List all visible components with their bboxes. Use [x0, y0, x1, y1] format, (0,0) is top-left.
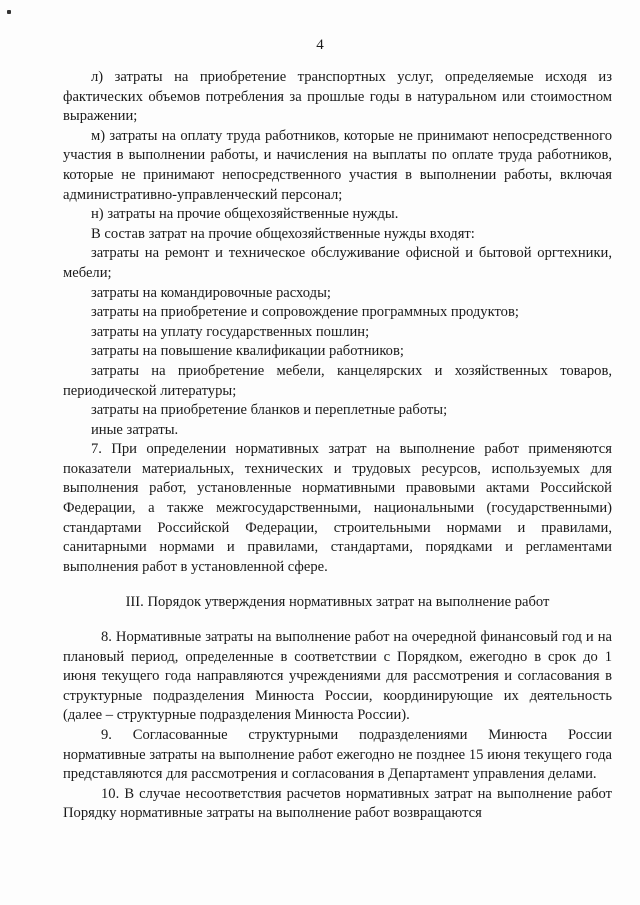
paragraph-m: м) затраты на оплату труда работников, которые не принимают непосредственного участия в выполнении работы, и начисления на выплаты по оплате труда работников, которые не принимают непосредственного участия в выполнении работы, включая административно-управленческий персонал; — [63, 127, 612, 203]
scan-mark — [7, 10, 11, 14]
paragraph-l: л) затраты на приобретение транспортных услуг, определяемые исходя из фактических объемов потребления за прошлые годы в натуральном или стоимостном выражении; — [63, 69, 612, 125]
list-item-repair: затраты на ремонт и техническое обслуживание офисной и бытовой оргтехники, мебели; — [63, 245, 612, 281]
list-item-travel: затраты на командировочные расходы; — [91, 284, 331, 301]
paragraph-7: 7. При определении нормативных затрат на выполнение работ применяются показатели материальных, технических и трудовых ресурсов, используемых для выполнения работ, установленные нормативными правовыми актами Российской Федерации, а также межгосударственными, национальными (государственными) стандартами Российской Федерации, строительными нормами и правилами, санитарными нормами и правилами, стандартами, порядками и регламентами выполнения работ в установленной сфере. — [63, 441, 612, 575]
list-item-software: затраты на приобретение и сопровождение программных продуктов; — [91, 304, 519, 321]
paragraph-composition-intro: В состав затрат на прочие общехозяйственные нужды входят: — [91, 225, 475, 242]
paragraph-n: н) затраты на прочие общехозяйственные нужды. — [91, 206, 399, 223]
list-item-duties: затраты на уплату государственных пошлин; — [91, 323, 370, 340]
paragraph-8: 8. Нормативные затраты на выполнение работ на очередной финансовый год и на плановый период, определенные в соответствии с Порядком, ежегодно в срок до 1 июня текущего года направляются учреждениями для рассмотрения и согласования в структурные подразделения Минюста России, координирующие их деятельность (далее – структурные подразделения Минюста России). — [63, 629, 612, 724]
paragraph-9: 9. Согласованные структурными подразделениями Минюста России нормативные затраты на выполнение работ ежегодно не позднее 15 июня текущего года представляются для рассмотрения и согласования в Департамент управления делами. — [63, 726, 612, 783]
body-text-bottom — [63, 628, 612, 824]
section-heading: III. Порядок утверждения нормативных затрат на выполнение работ — [125, 594, 550, 610]
list-item-forms: затраты на приобретение бланков и переплетные работы; — [91, 402, 448, 419]
page-number: 4 — [316, 37, 324, 53]
list-item-furniture: затраты на приобретение мебели, канцелярских и хозяйственных товаров, периодической литературы; — [63, 362, 612, 399]
list-item-other: иные затраты. — [91, 421, 179, 438]
list-item-training: затраты на повышение квалификации работников; — [91, 343, 404, 360]
body-text-top — [63, 68, 612, 577]
paragraph-10: 10. В случае несоответствия расчетов нормативных затрат на выполнение работ Порядку нормативные затраты на выполнение работ возвращаются — [63, 785, 612, 822]
